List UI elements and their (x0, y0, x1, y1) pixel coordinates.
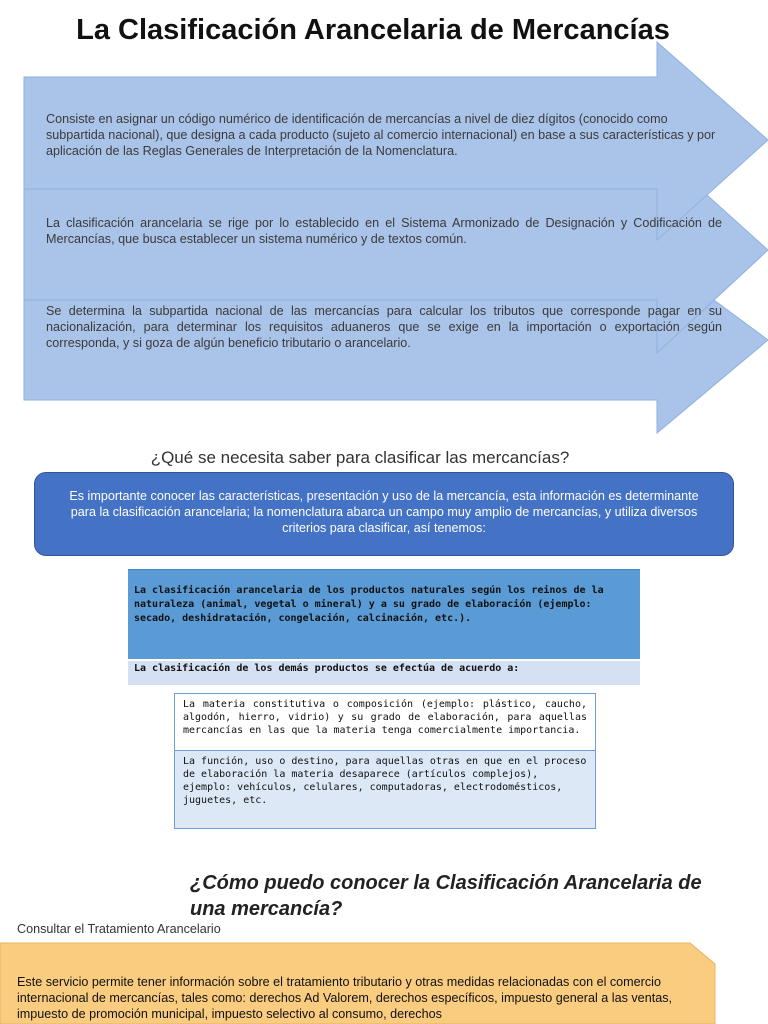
table-cell-function: La función, uso o destino, para aquellas otras en que en el proceso de elaboración la materia desaparece (artículos complejos), ejemplo: vehículos, celulares, computadoras, electrodomésticos, juguetes, etc. (175, 751, 595, 828)
table-cell-material: La materia constitutiva o composición (ejemplo: plástico, caucho, algodón, hierro, vidrio) y su grado de elaboración, para aquellas mercancías en las que la materia tenga comercialmente importancia. (175, 694, 595, 751)
arrow-text-2: La clasificación arancelaria se rige por lo establecido en el Sistema Armonizado de Designación y Codificación de Mercancías, que busca establecer un sistema numérico y de textos común. (46, 216, 722, 246)
classification-table (128, 569, 640, 685)
info-box: Es importante conocer las características, presentación y uso de la mercancía, esta información es determinante para la clasificación arancelaria; la nomenclatura abarca un campo muy amplio de mercancías, y utiliza diversos criterios para clasificar, así tenemos: (34, 472, 734, 556)
table-row-other-products: La clasificación de los demás productos se efectúa de acuerdo a: (128, 661, 640, 685)
arrow-text-3: Se determina la subpartida nacional de las mercancías para calcular los tributos que corresponde pagar en su nacionalización, para determinar los requisitos aduaneros que se exige en la importación o exportación según corresponda, y si goza de algún beneficio tributario o arancelario. (46, 304, 722, 350)
consult-label: Consultar el Tratamiento Arancelario (17, 922, 221, 936)
page-title: La Clasificación Arancelaria de Mercancías (76, 14, 670, 46)
question-heading-1: ¿Qué se necesita saber para clasificar las mercancías? (150, 448, 570, 467)
question-heading-2: ¿Cómo puedo conocer la Clasificación Arancelaria de una mercancía? (190, 872, 702, 920)
criteria-table (174, 693, 596, 829)
arrow-text-1: Consiste en asignar un código numérico de identificación de mercancías a nivel de diez dígitos (conocido como subpartida nacional), que designa a cada producto (sujeto al comercio internacional) en base a sus características y por aplicación de las Reglas Generales de Interpretación de la Nomenclatura. (46, 112, 716, 158)
service-text: Este servicio permite tener información sobre el tratamiento tributario y otras medidas relacionadas con el comercio internacional de mercancías, tales como: derechos Ad Valorem, derechos específicos, impuesto general a las ventas, impuesto de promoción municipal, impuesto selectivo al consumo, derechos (17, 975, 672, 1021)
table-row-natural-products: La clasificación arancelaria de los productos naturales según los reinos de la naturaleza (animal, vegetal o mineral) y a su grado de elaboración (ejemplo: secado, deshidratación, congelación, calcinación, etc.). (128, 569, 640, 659)
